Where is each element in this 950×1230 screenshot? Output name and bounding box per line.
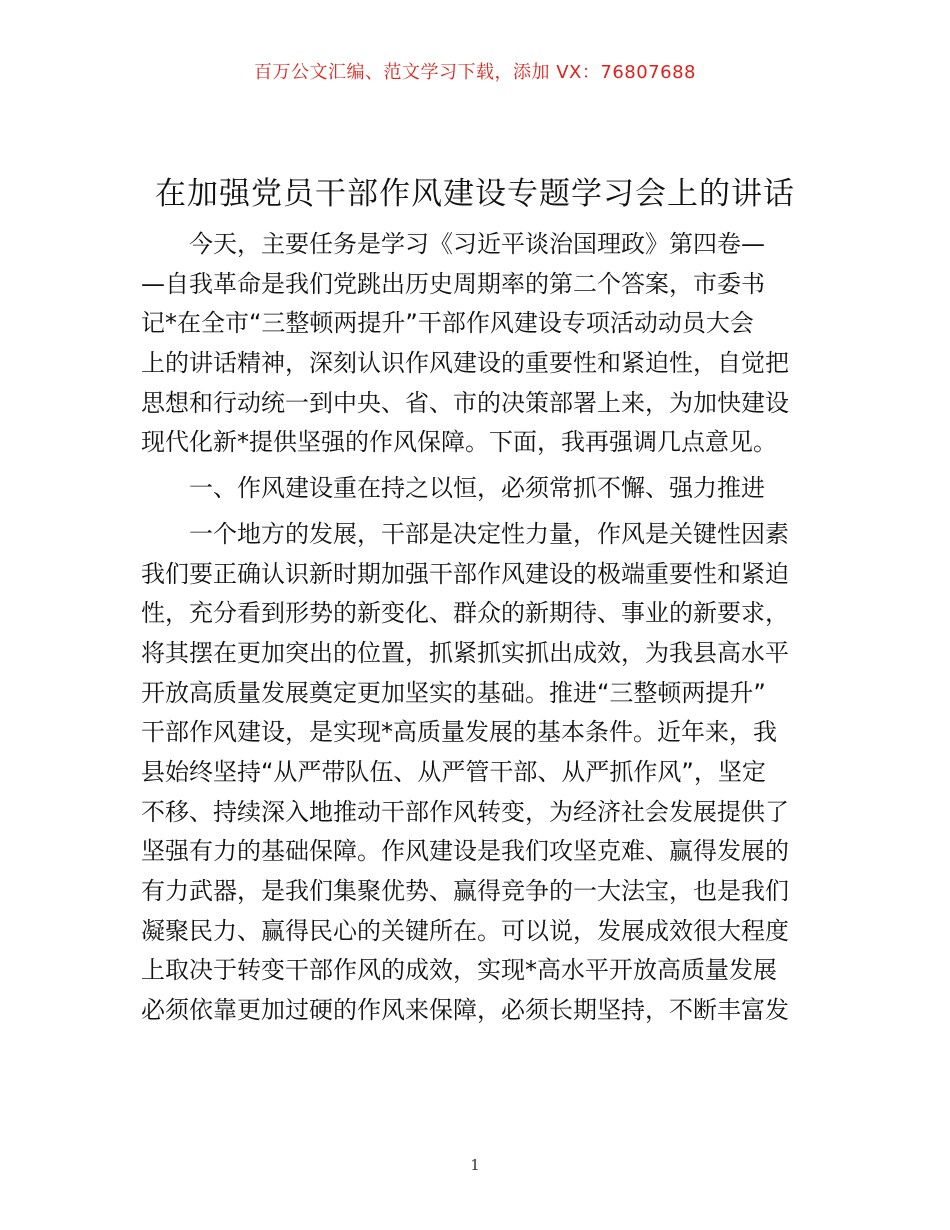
document-title: 在加强党员干部作风建设专题学习会上的讲话	[155, 176, 795, 212]
text-line: 现代化新*提供坚强的作风保障。下面，我再强调几点意见。	[141, 428, 777, 457]
text-line: 今天，主要任务是学习《习近平谈治国理政》第四卷—	[189, 230, 765, 258]
text-line: 上的讲话精神，深刻认识作风建设的重要性和紧迫性，自觉把	[141, 349, 789, 378]
text-line: 性，充分看到形势的新变化、群众的新期待、事业的新要求，	[141, 599, 789, 628]
text-line: 有力武器，是我们集聚优势、赢得竞争的一大法宝，也是我们	[141, 877, 789, 905]
text-line: 上取决于转变干部作风的成效，实现*高水平开放高质量发展	[141, 956, 777, 985]
text-line: 坚强有力的基础保障。作风建设是我们攻坚克难、赢得发展的	[141, 837, 789, 866]
text-line: —自我革命是我们党跳出历史周期率的第二个答案，市委书	[141, 269, 765, 298]
text-line: 开放高质量发展奠定更加坚实的基础。推进“三整顿两提升”	[141, 678, 766, 707]
text-line: 凝聚民力、赢得民心的关键所在。可以说，发展成效很大程度	[141, 916, 789, 945]
paragraph-section-1	[141, 515, 813, 1031]
text-line: 必须依靠更加过硬的作风来保障，必须长期坚持，不断丰富发	[141, 996, 789, 1025]
document-body	[141, 225, 813, 1031]
text-line: 记*在全市“三整顿两提升”干部作风建设专项活动动员大会	[141, 309, 754, 338]
paragraph-intro	[141, 225, 813, 463]
text-line: 一个地方的发展，干部是决定性力量，作风是关键性因素	[189, 519, 789, 548]
text-line: 不移、持续深入地推动干部作风转变，为经济社会发展提供了	[141, 797, 789, 826]
text-line: 将其摆在更加突出的位置，抓紧抓实抓出成效，为我县高水平	[141, 638, 789, 667]
text-line: 县始终坚持“从严带队伍、从严管干部、从严抓作风”，坚定	[141, 757, 766, 786]
text-line: 思想和行动统一到中央、省、市的决策部署上来，为加快建设	[141, 388, 789, 417]
text-line: 干部作风建设，是实现*高质量发展的基本条件。近年来，我	[141, 718, 777, 747]
text-line: 我们要正确认识新时期加强干部作风建设的极端重要性和紧迫	[141, 559, 789, 588]
section-heading-1: 一、作风建设重在持之以恒，必须常抓不懈、强力推进	[189, 474, 765, 503]
watermark-header: 百万公文汇编、范文学习下载，添加 VX：76807688	[254, 62, 696, 83]
page-number: 1	[470, 1156, 480, 1174]
